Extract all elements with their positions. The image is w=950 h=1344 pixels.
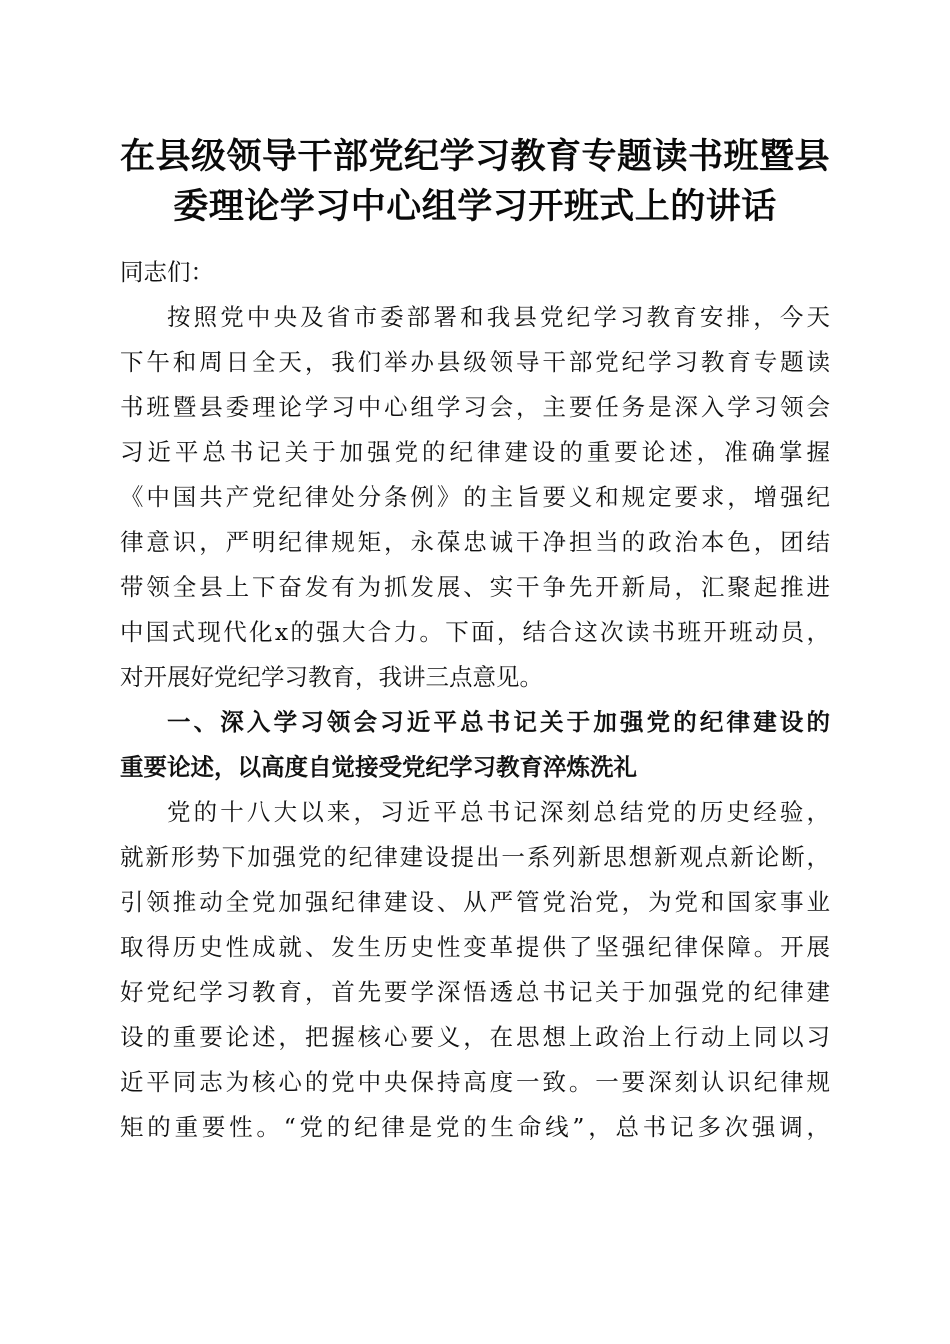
paragraph-line: 设的重要论述，把握核心要义，在思想上政治上行动上同以习	[120, 1023, 830, 1051]
paragraph-2	[120, 790, 830, 1150]
paragraph-line: 按照党中央及省市委部署和我县党纪学习教育安排，今天	[167, 303, 830, 331]
paragraph-line: 下午和周日全天，我们举办县级领导干部党纪学习教育专题读	[120, 348, 830, 376]
paragraph-line: 矩的重要性。“党的纪律是党的生命线”，总书记多次强调，	[120, 1113, 830, 1141]
greeting-text: 同志们：	[120, 258, 214, 286]
paragraph-line: 对开展好党纪学习教育，我讲三点意见。	[120, 663, 543, 691]
paragraph-line: 党的十八大以来，习近平总书记深刻总结党的历史经验，	[167, 798, 830, 826]
paragraph-line: 中国式现代化x的强大合力。下面，结合这次读书班开班动员，	[120, 618, 830, 646]
paragraph-line: 引领推动全党加强纪律建设、从严管党治党，为党和国家事业	[120, 888, 830, 916]
title-line-1: 在县级领导干部党纪学习教育专题读书班暨县	[119, 136, 830, 177]
paragraph-line: 带领全县上下奋发有为抓发展、实干争先开新局，汇聚起推进	[120, 573, 830, 601]
title-line-2: 委理论学习中心组学习开班式上的讲话	[173, 186, 777, 227]
paragraph-line: 律意识，严明纪律规矩，永葆忠诚干净担当的政治本色，团结	[120, 528, 830, 556]
paragraph-line: 近平同志为核心的党中央保持高度一致。一要深刻认识纪律规	[120, 1068, 830, 1096]
paragraph-line: 习近平总书记关于加强党的纪律建设的重要论述，准确掌握	[120, 438, 830, 466]
heading-line: 重要论述，以高度自觉接受党纪学习教育淬炼洗礼	[120, 753, 637, 781]
paragraph-line: 就新形势下加强党的纪律建设提出一系列新思想新观点新论断，	[120, 843, 830, 871]
paragraph-1	[120, 295, 830, 700]
paragraph-line: 好党纪学习教育，首先要学深悟透总书记关于加强党的纪律建	[120, 978, 830, 1006]
heading-line: 一、深入学习领会习近平总书记关于加强党的纪律建设的	[167, 708, 830, 736]
section-heading-1	[120, 700, 830, 790]
paragraph-line: 书班暨县委理论学习中心组学习会，主要任务是深入学习领会	[120, 393, 830, 421]
paragraph-line: 《中国共产党纪律处分条例》的主旨要义和规定要求，增强纪	[120, 483, 830, 511]
greeting	[120, 250, 830, 295]
document-title	[100, 132, 850, 232]
paragraph-line: 取得历史性成就、发生历史性变革提供了坚强纪律保障。开展	[120, 933, 830, 961]
document-body	[120, 250, 830, 1150]
